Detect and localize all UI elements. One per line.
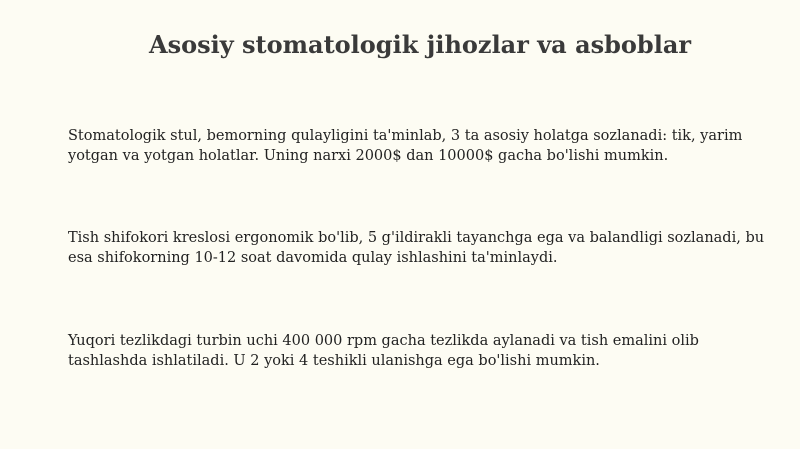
paragraph-dentist-stool: Tish shifokori kreslosi ergonomik bo'lib, 5 g'ildirakli tayanchga ega va balandligi sozlanadi, bu esa shifokorning 10-12 soat davomida qulay ishlashini ta'minlaydi. [68, 230, 765, 266]
slide-title: Asosiy stomatologik jihozlar va asboblar [148, 30, 692, 59]
paragraph-dental-chair: Stomatologik stul, bemorning qulayligini ta'minlab, 3 ta asosiy holatga sozlanadi: tik, yarim yotgan va yotgan holatlar. Uning narxi 2000$ dan 10000$ gacha bo'lishi mumkin. [68, 128, 743, 164]
paragraph-turbine-handpiece: Yuqori tezlikdagi turbin uchi 400 000 rpm gacha tezlikda aylanadi va tish emalini olib tashlashda ishlatiladi. U 2 yoki 4 teshikli ulanishga ega bo'lishi mumkin. [68, 333, 699, 369]
